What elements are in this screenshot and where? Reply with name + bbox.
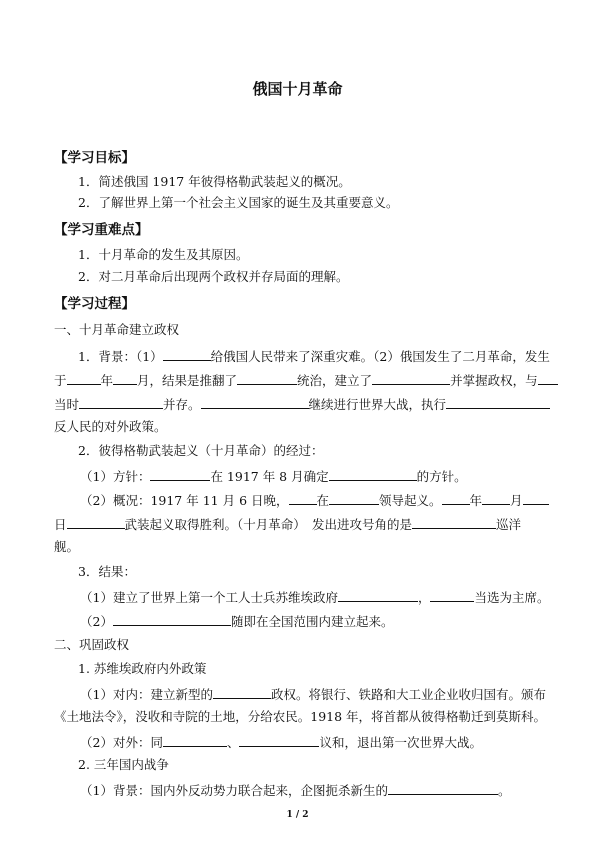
fill-blank[interactable] — [442, 491, 470, 505]
fill-blank[interactable] — [289, 491, 317, 505]
fill-blank[interactable] — [67, 515, 125, 529]
fill-blank[interactable] — [213, 685, 271, 699]
fill-blank[interactable] — [201, 395, 309, 409]
fill-blank[interactable] — [163, 347, 211, 361]
fill-blank[interactable] — [482, 491, 510, 505]
goals-heading: 【学习目标】 — [54, 150, 135, 166]
part2-title: 二、巩固政权 — [54, 637, 130, 652]
fill-blank[interactable] — [372, 371, 450, 385]
result-line-2: （2） 随即在全国范围内建立起来。 — [80, 614, 394, 629]
fill-blank[interactable] — [329, 467, 417, 481]
course-line-1: （1）方针： 在 1917 年 8 月确定 的方针。 — [80, 469, 467, 484]
war-title: 2. 三年国内战争 — [78, 757, 169, 772]
result-title: 3．结果： — [78, 564, 136, 579]
fill-blank[interactable] — [412, 515, 496, 529]
fill-blank[interactable] — [113, 371, 137, 385]
course-title: 2．彼得格勒武装起义（十月革命）的经过： — [78, 443, 324, 458]
fill-blank[interactable] — [79, 395, 163, 409]
policy-title: 1. 苏维埃政府内外政策 — [78, 661, 207, 676]
policy-line-3: （2）对外：同 、 议和，退出第一次世界大战。 — [80, 735, 482, 750]
fill-blank[interactable] — [446, 395, 550, 409]
key-points-heading: 【学习重难点】 — [54, 222, 149, 238]
result-line-1: （1）建立了世界上第一个工人士兵苏维埃政府 ， 当选为主席。 — [80, 590, 550, 605]
fill-blank[interactable] — [113, 612, 231, 626]
war-line-1: （1）背景：国内外反动势力联合起来，企图扼杀新生的 。 — [80, 783, 511, 798]
fill-blank[interactable] — [163, 733, 227, 747]
background-line-4: 反人民的对外政策。 — [54, 419, 167, 434]
goal-item: 1．简述俄国 1917 年彼得格勒武装起义的概况。 — [78, 174, 351, 189]
goal-item: 2．了解世界上第一个社会主义国家的诞生及其重要意义。 — [78, 195, 399, 210]
background-line-1: 1．背景：（1） 给俄国人民带来了深重灾难。（2）俄国发生了二月革命，发生 — [78, 349, 550, 364]
course-line-3: 日 武装起义取得胜利。（十月革命） 发出进攻号角的是 巡洋 — [54, 517, 522, 532]
process-heading: 【学习过程】 — [54, 296, 135, 312]
fill-blank[interactable] — [239, 733, 319, 747]
page-title: 俄国十月革命 — [252, 80, 343, 98]
fill-blank[interactable] — [388, 781, 498, 795]
fill-blank[interactable] — [538, 371, 558, 385]
key-point-item: 1．十月革命的发生及其原因。 — [78, 247, 249, 262]
fill-blank[interactable] — [523, 491, 549, 505]
policy-line-2: 《土地法令》，没收和寺院的土地，分给农民。1918 年，将首都从彼得格勒迁到莫斯科。 — [54, 709, 547, 724]
fill-blank[interactable] — [237, 371, 297, 385]
background-line-3: 当时 并存。 继续进行世界大战，执行 — [54, 395, 550, 413]
fill-blank[interactable] — [430, 588, 474, 602]
course-line-2: （2）概况：1917 年 11 月 6 日晚， 在 领导起义。 年 月 — [80, 491, 549, 509]
fill-blank[interactable] — [150, 467, 210, 481]
page-number: 1 / 2 — [286, 810, 309, 820]
part1-title: 一、十月革命建立政权 — [54, 322, 180, 337]
fill-blank[interactable] — [338, 588, 418, 602]
course-line-4: 舰。 — [54, 539, 80, 554]
fill-blank[interactable] — [329, 491, 379, 505]
key-point-item: 2．对二月革命后出现两个政权并存局面的理解。 — [78, 269, 349, 284]
background-line-2: 于 年 月，结果是推翻了 统治，建立了 并掌握政权，与 — [54, 371, 558, 389]
fill-blank[interactable] — [67, 371, 101, 385]
policy-line-1: （1）对内：建立新型的 政权。将银行、铁路和大工业企业收归国有。颁布 — [80, 687, 546, 702]
